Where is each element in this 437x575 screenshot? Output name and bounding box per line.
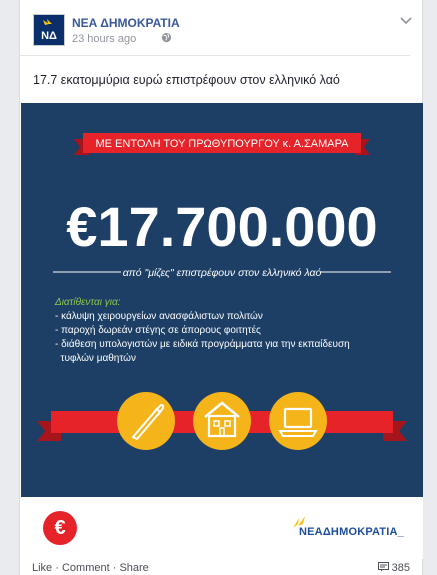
scalpel-icon bbox=[117, 392, 175, 450]
comment-count-value: 385 bbox=[391, 562, 410, 574]
post-text: 17.7 εκατομμύρια ευρώ επιστρέφουν στον ελληνικό λαό bbox=[33, 73, 340, 87]
list-item: τυφλών μαθητών bbox=[55, 353, 136, 364]
laptop-icon bbox=[269, 392, 327, 450]
post-card bbox=[19, 0, 423, 575]
action-separator: · bbox=[109, 562, 120, 574]
like-link[interactable]: Like bbox=[32, 562, 53, 574]
list-item: - διάθεση υπολογιστών με ειδικά προγράμματα για την εκπαίδευση bbox=[55, 339, 350, 350]
infographic-svg bbox=[21, 103, 423, 497]
comment-count[interactable] bbox=[378, 562, 410, 574]
post-timestamp[interactable]: 23 hours ago bbox=[72, 33, 137, 45]
chevron-down-icon[interactable] bbox=[400, 17, 412, 25]
list-item: - παροχή δωρεάν στέγης σε άπορους φοιτητές bbox=[55, 325, 261, 336]
nd-logo-icon bbox=[34, 15, 64, 45]
infographic-footer bbox=[21, 497, 423, 559]
comment-link[interactable]: Comment bbox=[61, 562, 110, 574]
infographic-image[interactable] bbox=[21, 103, 423, 497]
list-heading: Διατίθενται για: bbox=[55, 297, 121, 308]
page-name-link[interactable]: ΝΕΑ ΔΗΜΟΚΡΑΤΙΑ bbox=[72, 16, 180, 30]
header-divider bbox=[20, 55, 410, 56]
list-item: - κάλυψη χειρουργείων ανασφάλιστων πολιτών bbox=[55, 311, 263, 322]
amount-text: €17.700.000 bbox=[66, 195, 378, 258]
nd-logo-text: ΝΕΑΔΗΜΟΚΡΑΤΙΑ_ bbox=[299, 526, 404, 538]
top-ribbon bbox=[74, 133, 370, 155]
house-icon bbox=[193, 392, 251, 450]
ribbon-text: ΜΕ ΕΝΤΟΛΗ ΤΟΥ ΠΡΩΘΥΠΟΥΡΓΟΥ κ. Α.ΣΑΜΑΡΑ bbox=[95, 138, 349, 150]
avatar-label: ΝΔ bbox=[41, 30, 57, 42]
post-actions bbox=[32, 562, 149, 574]
subtitle-text: από "μίζες" επιστρέφουν στον ελληνικό λαό bbox=[122, 267, 322, 279]
euro-badge-icon: € bbox=[43, 511, 77, 545]
comment-icon bbox=[378, 562, 389, 572]
page-avatar[interactable] bbox=[33, 14, 65, 46]
action-separator: · bbox=[52, 562, 62, 574]
share-link[interactable]: Share bbox=[119, 562, 149, 574]
post-header bbox=[20, 0, 424, 55]
globe-icon bbox=[161, 32, 172, 43]
